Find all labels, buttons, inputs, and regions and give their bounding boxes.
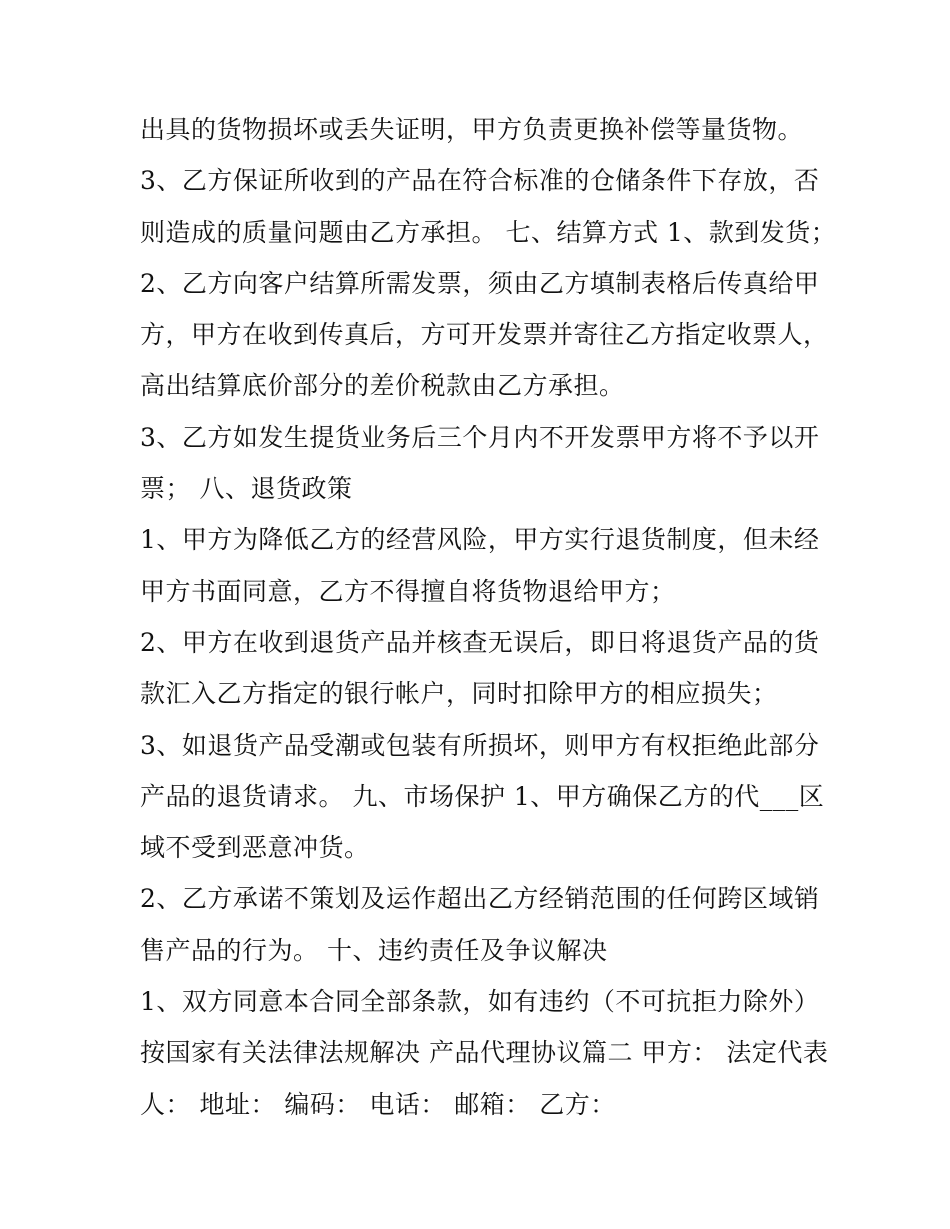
text-line: 2、乙方承诺不策划及运作超出乙方经销范围的任何跨区域销 <box>140 884 820 914</box>
text-line: 1、双方同意本合同全部条款，如有违约（不可抗拒力除外） <box>140 987 820 1017</box>
text-line: 产品的退货请求。 九、市场保护 1、甲方确保乙方的代___区 <box>140 781 825 811</box>
text-line: 3、如退货产品受潮或包装有所损坏，则甲方有权拒绝此部分 <box>140 730 820 760</box>
text-line: 款汇入乙方指定的银行帐户，同时扣除甲方的相应损失； <box>140 679 778 709</box>
text-line: 售产品的行为。 十、违约责任及争议解决 <box>140 935 608 965</box>
text-line: 出具的货物损坏或丢失证明，甲方负责更换补偿等量货物。 <box>140 115 804 144</box>
text-line: 甲方书面同意，乙方不得擅自将货物退给甲方； <box>140 576 676 606</box>
text-line: 票； 八、退货政策 <box>140 474 353 504</box>
text-line: 2、乙方向客户结算所需发票，须由乙方填制表格后传真给甲 <box>140 268 820 298</box>
text-line: 按国家有关法律法规解决 产品代理协议篇二 甲方： 法定代表 <box>140 1038 829 1068</box>
text-line: 域不受到恶意冲货。 <box>140 833 370 863</box>
text-line: 2、甲方在收到退货产品并核查无误后，即日将退货产品的货 <box>140 627 820 657</box>
text-line: 1、甲方为降低乙方的经营风险，甲方实行退货制度，但未经 <box>140 525 820 555</box>
contract-text <box>140 104 837 1130</box>
text-line: 则造成的质量问题由乙方承担。 七、结算方式 1、款到发货； <box>140 217 837 247</box>
text-line: 人： 地址： 编码： 电话： 邮箱： 乙方： <box>140 1089 616 1119</box>
text-line: 方，甲方在收到传真后，方可开发票并寄往乙方指定收票人， <box>140 320 829 350</box>
text-line: 高出结算底价部分的差价税款由乙方承担。 <box>140 371 625 401</box>
text-line: 3、乙方保证所收到的产品在符合标准的仓储条件下存放，否 <box>140 166 820 196</box>
text-line: 3、乙方如发生提货业务后三个月内不开发票甲方将不予以开 <box>140 422 820 452</box>
